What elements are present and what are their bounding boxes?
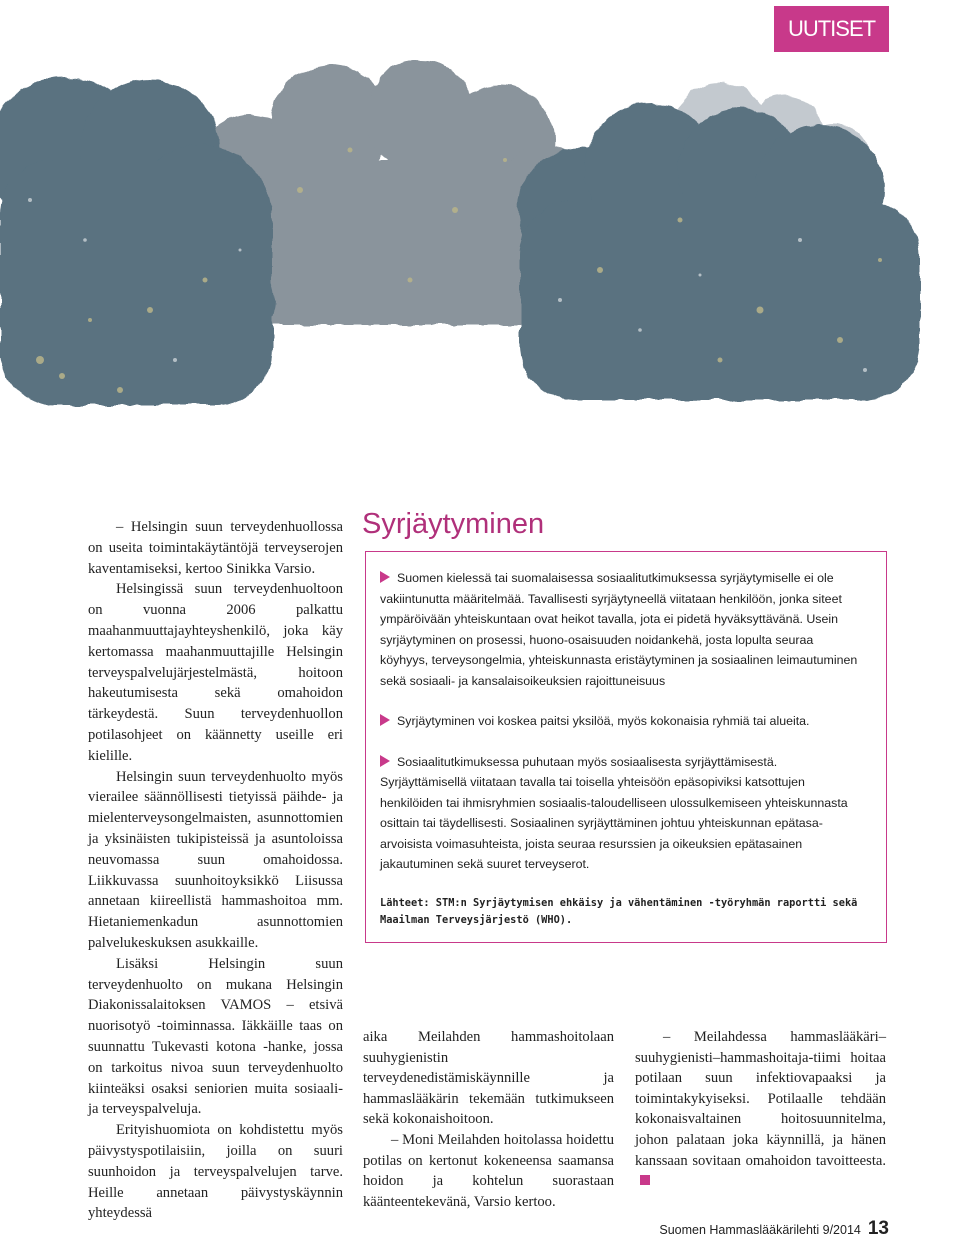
page-footer	[659, 1218, 889, 1240]
paragraph: – Helsingin suun terveydenhuollossa on useita toimintakäytäntöjä terveyserojen kaventamiseksi, kertoo Sinikka Varsio.	[88, 519, 343, 577]
triangle-bullet-icon	[380, 571, 390, 583]
sources-note: Lähteet: STM:n Syrjäytymisen ehkäisy ja vähentäminen -työryhmän raportti sekä Maailman Terveysjärjestö (WHO).	[380, 896, 858, 926]
info-bullet	[380, 752, 862, 875]
right-column	[635, 1027, 886, 1192]
bullet-text: Sosiaalitutkimuksessa puhutaan myös sosiaalisesta syrjäyttämisestä. Syrjäyttämisellä viitataan tavalla tai toisella yhteisöön epäsopiviksi katsottujen henkilöiden tai ihmisryhmien sosiaalis-taloudelliseen ulossulkemiseen yhteiskunnasta osittain tai täydellisesti. Sosiaalinen syrjäyttäminen johtuu yhteiskunnan epätasa-arvoisista voimasuhteista, joista seuraa resurssien ja oikeuksien epätasainen jakautuminen sekä suuret terveyserot.	[380, 754, 848, 871]
end-of-article-icon	[640, 1175, 650, 1185]
bullet-text: Suomen kielessä tai suomalaisessa sosiaalitutkimuksessa syrjäytymiselle ei ole vakiintunutta määritelmää. Tavallisesti syrjäytyneellä viitataan henkilöön, jonka siteet ympäröivään yhteiskuntaan ovat heikot tavalla, jota ei pidetä hyväksyttävänä. Usein syrjäytyminen on prosessi, huono-osaisuuden noidankehä, josta lopulta seuraa köyhyys, terveysongelmia, yhteiskunnasta eristäytyminen ja sosiaalinen leimautuminen sekä sosiaali- ja kansalaisoikeuksien rajoittuneisuus	[380, 571, 858, 688]
triangle-bullet-icon	[380, 714, 390, 726]
paragraph	[635, 1027, 886, 1192]
info-bullet	[380, 711, 862, 732]
paragraph: Erityishuomiota on kohdistettu myös päivystyspotilaisiin, joilla on suuri suunhoidon ja terveyspalvelujen tarve. Heille annetaan päivystyskäynnin yhteydessä	[88, 1122, 343, 1222]
cloud-dark-right	[518, 104, 920, 400]
clouds-illustration	[0, 60, 960, 430]
page-number: 13	[867, 1218, 889, 1239]
section-tag: UUTISET	[774, 6, 889, 52]
info-box	[365, 551, 887, 943]
paragraph: Helsingissä suun terveydenhuoltoon on vuonna 2006 palkattu maahanmuuttajayhteyshenkilö, joka käy kertomassa maahanmuuttajille Helsingin terveyspalvelujärjestelmästä, hoitoon hakeutumisesta sekä omahoidon tärkeydestä. Suun terveydenhuollon potilasohjeet on käännetty useille eri kielille.	[88, 581, 343, 764]
box-title: Syrjäytyminen	[362, 508, 545, 540]
paragraph-text: – Meilahdessa hammaslääkäri–suuhygienisti–hammashoitaja-tiimi hoitaa potilaan suun infektiovapaaksi ja toimintakykyiseksi. Potilaalle tehdään kokonaisvaltainen hoitosuunnitelma, johon palataan joka käynnillä, ja hänen kanssaan sovitaan omahoidon tavoitteesta.	[635, 1029, 886, 1169]
paragraph: aika Meilahden hammashoitolaan suuhygienistin terveydenedistämiskäynnille ja hammaslääkärin tekemään tutkimukseen sekä kokonaishoitoon.	[363, 1029, 614, 1128]
left-column	[88, 517, 343, 1224]
publication-name: Suomen Hammaslääkärilehti 9/2014	[659, 1223, 861, 1237]
triangle-bullet-icon	[380, 755, 390, 767]
paragraph: Lisäksi Helsingin suun terveydenhuolto on mukana Helsingin Diakonissalaitoksen VAMOS – etsivä nuorisotyö -toiminnassa. Iäkkäille taas on suunnattu Tukevasti kotona -hanke, jossa on tarkoitus nivoa suun terveydenhuolto kiinteäksi osaksi seniorien muita sosiaali- ja terveyspalveluja.	[88, 955, 343, 1118]
middle-column	[363, 1027, 614, 1212]
info-bullet	[380, 568, 862, 691]
paragraph: Helsingin suun terveydenhuolto myös vierailee säännöllisesti tietyissä päihde- ja mielenterveysongelmaisten, asunnottomien ja yksinäisten tukipisteissä ja asuntoloissa neuvomassa suun omahoidossa. Liikkuvassa suunhoitoyksikkö Liisussa annetaan kiireellistä hammashoitoa mm. Hietaniemenkadun asunnottomien palvelukeskuksen asukkaille.	[88, 768, 343, 951]
bullet-text: Syrjäytyminen voi koskea paitsi yksilöä, myös kokonaisia ryhmiä tai alueita.	[397, 714, 810, 728]
paragraph: – Moni Meilahden hoitolassa hoidettu potilas on kertonut kokeneensa saamansa hoidon ja kohtelun suorastaan käänteentekevänä, Varsio kertoo.	[363, 1131, 614, 1210]
